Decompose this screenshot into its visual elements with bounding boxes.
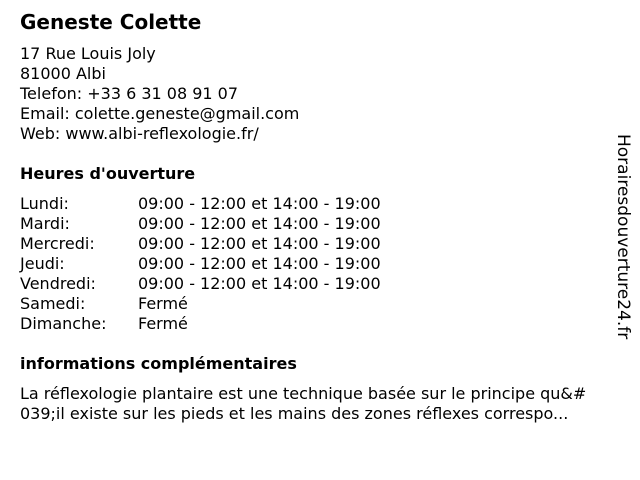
day-label: Samedi: <box>20 294 86 313</box>
day-label: Vendredi: <box>20 274 96 293</box>
day-hours: 09:00 - 12:00 et 14:00 - 19:00 <box>138 194 381 213</box>
additional-info-heading: informations complémentaires <box>20 354 297 373</box>
opening-hours-heading: Heures d'ouverture <box>20 164 196 183</box>
day-hours: Fermé <box>138 294 188 313</box>
day-label: Mardi: <box>20 214 70 233</box>
business-name: Geneste Colette <box>20 10 202 34</box>
site-watermark: Horairesdouverture24.fr <box>613 134 633 340</box>
day-label: Mercredi: <box>20 234 95 253</box>
web-line: Web: www.albi-reflexologie.fr/ <box>20 124 259 143</box>
day-label: Dimanche: <box>20 314 107 333</box>
contact-block <box>20 44 299 144</box>
day-hours: Fermé <box>138 314 188 333</box>
day-label: Jeudi: <box>20 254 65 273</box>
day-hours: 09:00 - 12:00 et 14:00 - 19:00 <box>138 254 381 273</box>
day-hours: 09:00 - 12:00 et 14:00 - 19:00 <box>138 234 381 253</box>
additional-info-text: La réflexologie plantaire est une technique basée sur le principe qu&# 039;il existe sur les pieds et les mains des zones réflexes correspo... <box>20 384 587 423</box>
address-city: 81000 Albi <box>20 64 106 83</box>
address-street: 17 Rue Louis Joly <box>20 44 156 63</box>
day-label: Lundi: <box>20 194 69 213</box>
phone-line: Telefon: +33 6 31 08 91 07 <box>20 84 239 103</box>
email-line: Email: colette.geneste@gmail.com <box>20 104 300 123</box>
day-hours: 09:00 - 12:00 et 14:00 - 19:00 <box>138 274 381 293</box>
day-hours: 09:00 - 12:00 et 14:00 - 19:00 <box>138 214 381 233</box>
